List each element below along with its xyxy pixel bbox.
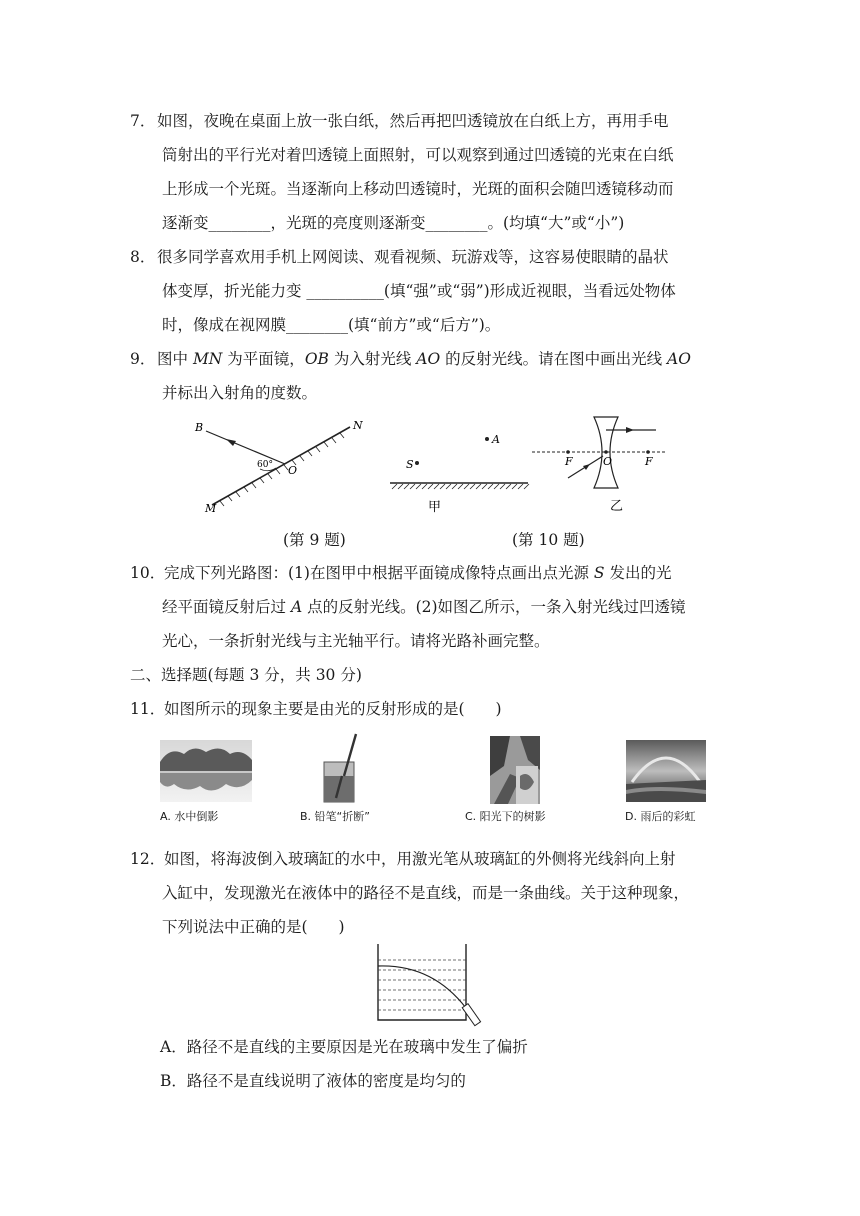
label-b: B (195, 421, 204, 434)
question-text-line: 很多同学喜欢用手机上网阅读、观看视频、玩游戏等，这容易使眼睛的晶状 (157, 248, 669, 266)
question-text-line: 光心，一条折射光线与主光轴平行。请将光路补画完整。 (162, 632, 550, 650)
angle-label: 60° (257, 460, 273, 470)
figure-9-diagram (190, 415, 370, 515)
question-text-line: 完成下列光路图：(1)在图甲中根据平面镜成像特点画出点光源 S 发出的光 (164, 564, 672, 582)
question-11 (130, 692, 730, 726)
section-heading: 二、选择题(每题 3 分，共 30 分) (130, 666, 362, 684)
question-10 (130, 556, 730, 658)
question-text-line: 如图所示的现象主要是由光的反射形成的是( ) (164, 700, 502, 718)
figure-10-jia-diagram (388, 425, 533, 520)
question-text-line: 经平面镜反射后过 A 点的反射光线。(2)如图乙所示，一条入射光线过凹透镜 (162, 598, 686, 616)
label-s: S (406, 458, 414, 471)
figure-10-caption: (第 10 题) (512, 531, 585, 549)
label-m: M (205, 502, 217, 515)
question-9 (130, 342, 730, 410)
question-number: 7． (130, 112, 156, 130)
figure-12-tank-diagram (372, 942, 484, 1028)
figure-9-caption: (第 9 题) (283, 531, 346, 549)
label-o: O (603, 455, 613, 468)
label-o: O (288, 464, 298, 477)
question-7 (130, 104, 730, 240)
question-12 (130, 842, 730, 944)
question-text-line: 并标出入射角的度数。 (162, 384, 318, 402)
question-number: 9． (130, 350, 156, 368)
label-f-right: F (645, 455, 653, 468)
option-a-caption: A. 水中倒影 (160, 810, 219, 823)
question-text-line: 时，像成在视网膜________(填“前方”或“后方”)。 (162, 316, 501, 334)
question-text-line: 逐渐变________，光斑的亮度则逐渐变________。(均填“大”或“小”) (162, 214, 625, 232)
label-a: A (492, 433, 500, 446)
label-yi: 乙 (610, 499, 624, 514)
photo-pencil-in-water (320, 732, 365, 804)
question-text-line: 入缸中，发现激光在液体中的路径不是直线，而是一条曲线。关于这种现象， (162, 884, 690, 902)
question-text-line: 如图，夜晚在桌面上放一张白纸，然后再把凹透镜放在白纸上方，再用手电 (157, 112, 669, 130)
label-jia: 甲 (428, 500, 442, 515)
question-text-line: 上形成一个光斑。当逐渐向上移动凹透镜时，光斑的面积会随凹透镜移动而 (162, 180, 674, 198)
question-8 (130, 240, 730, 342)
question-text-line: 下列说法中正确的是( ) (162, 918, 345, 936)
option-b: B．路径不是直线说明了液体的密度是均匀的 (160, 1072, 466, 1090)
question-text-line: 体变厚，折光能力变 __________(填“强”或“弱”)形成近视眼，当看远处物体 (162, 282, 676, 300)
question-text-line: 图中 MN 为平面镜，OB 为入射光线 AO 的反射光线。请在图中画出光线 AO (157, 350, 691, 368)
question-number: 10． (130, 564, 166, 582)
option-a: A．路径不是直线的主要原因是光在玻璃中发生了偏折 (160, 1038, 528, 1056)
question-text-line: 如图，将海波倒入玻璃缸的水中，用激光笔从玻璃缸的外侧将光线斜向上射 (164, 850, 676, 868)
label-n: N (353, 419, 363, 432)
question-text-line: 筒射出的平行光对着凹透镜上面照射，可以观察到通过凹透镜的光束在白纸 (162, 146, 674, 164)
photo-water-reflection (160, 740, 252, 802)
question-number: 11． (130, 700, 166, 718)
option-c-caption: C. 阳光下的树影 (465, 810, 546, 823)
question-number: 8． (130, 248, 156, 266)
figure-10-yi-diagram (528, 412, 670, 522)
label-f-left: F (565, 455, 573, 468)
question-number: 12． (130, 850, 166, 868)
photo-rainbow (626, 740, 706, 802)
photo-tree-shadow (490, 736, 540, 804)
option-b-caption: B. 铅笔“折断” (300, 810, 370, 823)
option-d-caption: D. 雨后的彩虹 (625, 810, 696, 823)
